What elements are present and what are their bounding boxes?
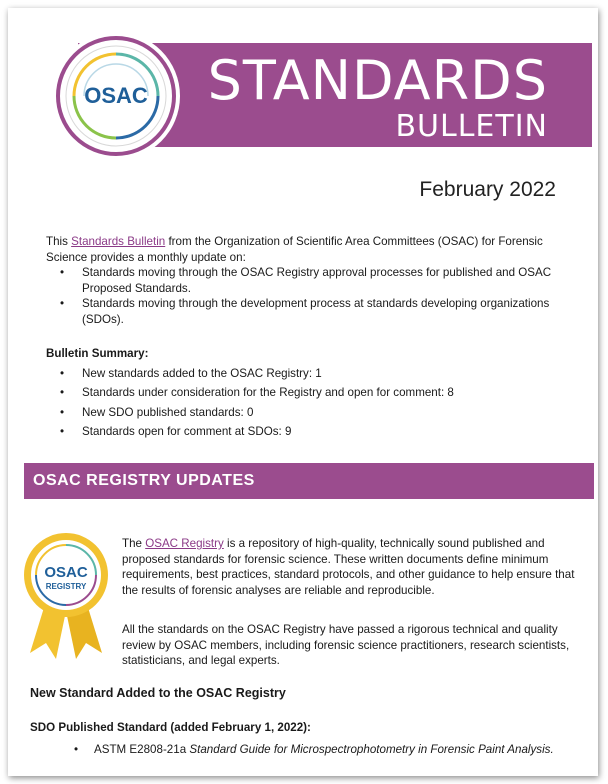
bulletin-page [8, 8, 598, 776]
badge-text-registry: REGISTRY [45, 582, 87, 591]
p1-prefix: The [122, 537, 146, 550]
p1-suffix: is a repository of high-quality, technically sound published and proposed standards for forensic science. These written documents define minimum requirements, best practices, standard protocols, and other guidance to help ensure that the results of forensic analyses are reliable and reproducible. [122, 537, 575, 597]
sdo-heading: SDO Published Standard (added February 1, 2022): [30, 721, 311, 734]
intro-bullets [46, 265, 586, 327]
osac-logo [50, 30, 182, 162]
osac-registry-link[interactable]: OSAC Registry [145, 537, 224, 550]
sdo-list [30, 742, 590, 758]
summary-list [46, 366, 586, 440]
registry-paragraph-2 [122, 622, 578, 669]
list-item [30, 742, 590, 758]
osac-registry-badge [20, 531, 112, 661]
sdo-item-code: ASTM E2808-21a [94, 742, 190, 756]
new-standard-section [30, 686, 286, 700]
list-item: • Standards moving through the development process at standards developing organizations (SDOs). [46, 296, 586, 327]
intro-prefix: This [46, 235, 72, 248]
banner-subtitle: BULLETIN [395, 109, 548, 144]
banner-title: STANDARDS [207, 49, 548, 112]
list-item: • Standards under consideration for the Registry and open for comment: 8 [46, 385, 586, 401]
bulletin-date: February 2022 [419, 178, 556, 201]
list-item: • Standards moving through the OSAC Registry approval processes for published and OSAC Proposed Standards. [46, 265, 586, 296]
bulletin-summary [46, 346, 586, 440]
p2-text: All the standards on the OSAC Registry have passed a rigorous technical and quality review by OSAC members, including forensic science practitioners, research scientists, statisticians, and legal experts. [122, 623, 570, 667]
intro-suffix: from the Organization of Scientific Area Committees (OSAC) for Forensic Science provides a monthly update on: [46, 235, 543, 264]
logo-text: OSAC [84, 83, 148, 108]
summary-heading: Bulletin Summary: [46, 347, 149, 360]
section-header-registry [24, 463, 594, 499]
list-item: • New SDO published standards: 0 [46, 405, 586, 421]
list-item: • New standards added to the OSAC Registry: 1 [46, 366, 586, 382]
sdo-published-section [30, 720, 590, 757]
intro-section [46, 234, 586, 327]
intro-paragraph [46, 234, 586, 265]
new-standard-heading: New Standard Added to the OSAC Registry [30, 686, 286, 700]
standards-bulletin-link[interactable]: Standards Bulletin [71, 235, 166, 248]
sdo-item-title: Standard Guide for Microspectrophotometry in Forensic Paint Analysis. [189, 742, 554, 756]
registry-paragraph-1 [122, 536, 578, 598]
list-item: • Standards open for comment at SDOs: 9 [46, 424, 586, 440]
badge-text-osac: OSAC [44, 564, 88, 581]
section-title: OSAC REGISTRY UPDATES [33, 472, 255, 489]
